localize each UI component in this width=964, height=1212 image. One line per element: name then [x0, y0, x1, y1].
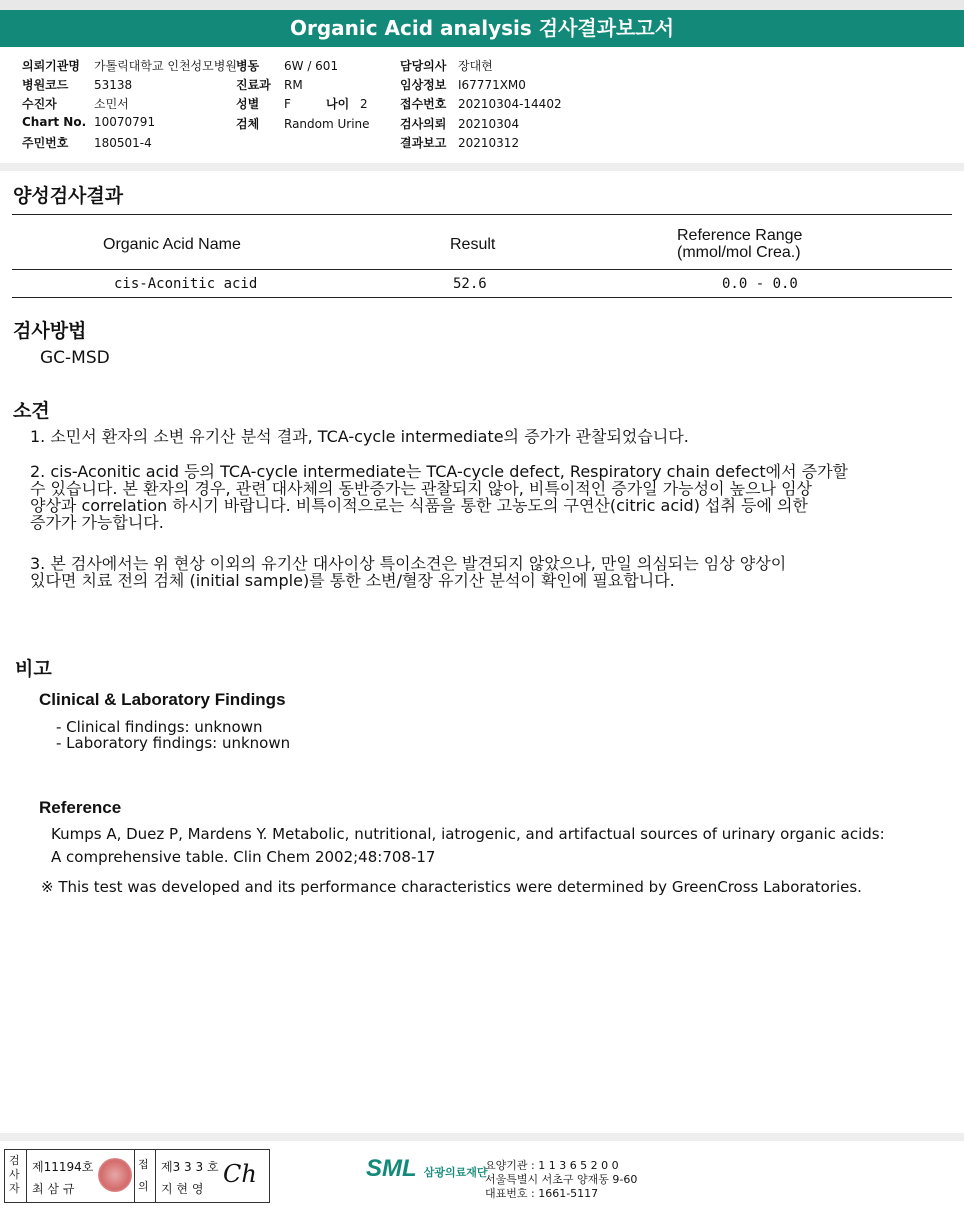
info-specimen: 검체 Random Urine [236, 117, 370, 131]
reference-line-2: A comprehensive table. Clin Chem 2002;48:708-17 [51, 848, 436, 866]
info-patient: 수진자 소민서 [22, 97, 129, 111]
col-header-result: Result [450, 236, 496, 253]
table-header-rule [12, 269, 952, 270]
table-top-rule [12, 214, 952, 215]
col-header-reference: Reference Range (mmol/mol Crea.) [677, 227, 803, 261]
confirmer-license-no: 제3 3 3 호 [161, 1160, 219, 1174]
section-separator [0, 163, 964, 171]
info-hospital: 의뢰기관명 가톨릭대학교 인천성모병원 [22, 59, 237, 73]
info-department: 진료과 RM [236, 78, 303, 92]
info-ward: 병동 6W / 601 [236, 59, 339, 73]
divider [134, 1150, 135, 1202]
signature-box [4, 1149, 270, 1203]
seal-stamp-icon [98, 1158, 132, 1192]
examiner-name: 최 삼 규 [32, 1182, 75, 1196]
info-hospital-code: 병원코드 53138 [22, 78, 133, 92]
divider [155, 1150, 156, 1202]
method-value: GC-MSD [40, 348, 110, 368]
findings-heading: 소견 [13, 400, 50, 422]
info-request-date: 검사의뢰 20210304 [400, 117, 520, 131]
top-strip [0, 0, 964, 10]
info-resident-no: 주민번호 180501-4 [22, 136, 152, 150]
phone-number: 대표번호 : 1661-5117 [485, 1187, 599, 1200]
info-doctor: 담당의사 장대현 [400, 59, 493, 73]
laboratory-findings-line: - Laboratory findings: unknown [56, 734, 291, 752]
address: 서울특별시 서초구 양재동 9-60 [485, 1173, 638, 1186]
cell-result: 52.6 [453, 276, 487, 292]
finding-paragraph-3: 3. 본 검사에서는 위 현상 이외의 유기산 대사이상 특이소견은 발견되지 않았으나, 만일 의심되는 임상 양상이 있다면 치료 전의 검체 (initial sample)를 통한 소변/혈장 유기산 분석이 확인에 필요합니다. [30, 554, 787, 590]
divider [26, 1150, 27, 1202]
disclaimer-note: ※ This test was developed and its performance characteristics were determined by GreenCross Laboratories. [41, 878, 862, 896]
institution-code: 요양기관 : 1 1 3 6 5 2 0 0 [485, 1159, 619, 1172]
clinical-findings-title: Clinical & Laboratory Findings [39, 690, 286, 709]
finding-paragraph-2: 2. cis-Aconitic acid 등의 TCA-cycle intermediate는 TCA-cycle defect, Respiratory chain defect에서 증가할 수 있습니다. 본 환자의 경우, 관련 대사체의 동반증가는 관찰되지 않아, 비특이적인 증가일 가능성이 높으나 임상 양상과 correlation 하시기 바랍니다. 비특이적으로는 식품을 통한 고농도의 구연산(citric acid) 섭취 등에 의한 증가가 가능합니다. [30, 462, 848, 532]
report-title: Organic Acid analysis 검사결과보고서 [0, 10, 964, 47]
info-report-date: 결과보고 20210312 [400, 136, 520, 150]
reference-line-1: Kumps A, Duez P, Mardens Y. Metabolic, nutritional, iatrogenic, and artifactual sources of urinary organic acids: [51, 825, 885, 843]
examiner-label: 검사자 [9, 1154, 20, 1195]
confirmer-name: 지 현 영 [161, 1182, 204, 1196]
info-clinical-info: 임상정보 I67771XM0 [400, 78, 526, 92]
reference-title: Reference [39, 798, 122, 817]
sml-logo-text: SML [366, 1155, 417, 1182]
confirmer-label: 접의 [138, 1158, 149, 1193]
info-chart-no: Chart No. 10070791 [22, 115, 156, 129]
info-sex: 성별 F [236, 97, 291, 111]
table-bottom-rule [12, 297, 952, 298]
col-header-name: Organic Acid Name [103, 236, 241, 253]
info-receipt-no: 접수번호 20210304-14402 [400, 97, 562, 111]
positive-results-heading: 양성검사결과 [13, 185, 124, 207]
org-name: 삼광의료재단 [423, 1165, 488, 1179]
finding-paragraph-1: 1. 소민서 환자의 소변 유기산 분석 결과, TCA-cycle intermediate의 증가가 관찰되었습니다. [30, 427, 689, 446]
sml-logo [366, 1155, 488, 1183]
method-heading: 검사방법 [13, 320, 87, 342]
footer-separator [0, 1133, 964, 1141]
remarks-heading: 비고 [15, 658, 52, 680]
examiner-license-no: 제11194호 [32, 1160, 94, 1174]
cell-acid-name: cis-Aconitic acid [114, 276, 258, 292]
signature-scrawl: Ch [223, 1160, 257, 1188]
cell-reference-range: 0.0 - 0.0 [722, 276, 798, 292]
info-age: 나이 2 [326, 97, 368, 111]
clinical-findings-line: - Clinical findings: unknown [56, 718, 263, 736]
